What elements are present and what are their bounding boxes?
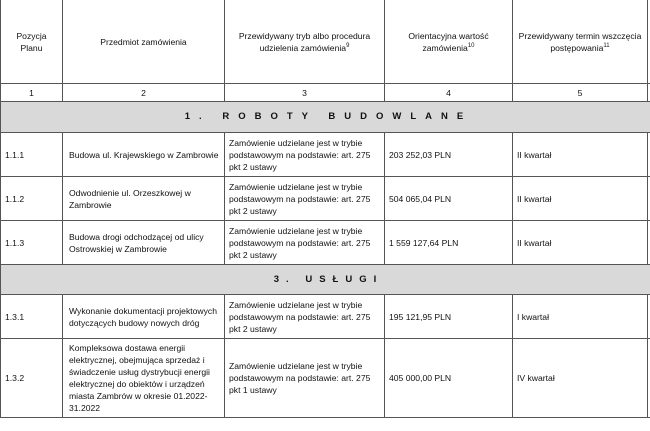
- cell-term: I kwartał: [513, 295, 648, 339]
- section-row: [1, 265, 650, 295]
- cell-term: IV kwartał: [513, 339, 648, 418]
- cell-mode: Zamówienie udzielane jest w trybie podstawowym na podstawie: art. 275 pkt 2 ustawy: [225, 221, 385, 265]
- column-number: 5: [513, 84, 648, 102]
- cell-value: 405 000,00 PLN: [385, 339, 513, 418]
- footnote-10: 10: [467, 42, 475, 49]
- column-number-row: [1, 84, 650, 102]
- cell-position: 1.3.2: [1, 339, 63, 418]
- column-number: 2: [63, 84, 225, 102]
- cell-value: 195 121,95 PLN: [385, 295, 513, 339]
- cell-value: 203 252,03 PLN: [385, 133, 513, 177]
- cell-position: 1.3.1: [1, 295, 63, 339]
- table-row: [1, 177, 650, 221]
- header-subject: Przedmiot zamówienia: [63, 0, 225, 84]
- header-mode: Przewidywany tryb albo procedura udzielenia zamówienia$^9$: [225, 0, 385, 84]
- cell-mode: Zamówienie udzielane jest w trybie podstawowym na podstawie: art. 275 pkt 2 ustawy: [225, 295, 385, 339]
- cell-position: 1.1.3: [1, 221, 63, 265]
- cell-subject: Wykonanie dokumentacji projektowych dotyczących budowy nowych dróg: [63, 295, 225, 339]
- section-title: 1. ROBOTY BUDOWLANE: [1, 102, 650, 133]
- cell-value: 1 559 127,64 PLN: [385, 221, 513, 265]
- table-row: [1, 339, 650, 418]
- cell-term: II kwartał: [513, 221, 648, 265]
- footnote-11: 11: [603, 42, 610, 49]
- footnote-9: 9: [346, 42, 350, 49]
- cell-subject: Budowa drogi odchodzącej od ulicy Ostrowskiej w Zambrowie: [63, 221, 225, 265]
- cell-mode: Zamówienie udzielane jest w trybie podstawowym na podstawie: art. 275 pkt 2 ustawy: [225, 133, 385, 177]
- header-term: Przewidywany termin wszczęcia postępowania$^{11}$: [513, 0, 648, 84]
- cell-term: II kwartał: [513, 133, 648, 177]
- header-row: [1, 0, 650, 84]
- cell-subject: Budowa ul. Krajewskiego w Zambrowie: [63, 133, 225, 177]
- cell-term: II kwartał: [513, 177, 648, 221]
- table-row: [1, 133, 650, 177]
- column-number: 4: [385, 84, 513, 102]
- header-position: Pozycja Planu: [1, 0, 63, 84]
- cell-value: 504 065,04 PLN: [385, 177, 513, 221]
- table-row: [1, 221, 650, 265]
- header-value: Orientacyjna wartość zamówienia$^{10}$: [385, 0, 513, 84]
- cell-subject: Odwodnienie ul. Orzeszkowej w Zambrowie: [63, 177, 225, 221]
- cell-mode: Zamówienie udzielane jest w trybie podstawowym na podstawie: art. 275 pkt 1 ustawy: [225, 339, 385, 418]
- cell-position: 1.1.2: [1, 177, 63, 221]
- column-number: 3: [225, 84, 385, 102]
- section-row: [1, 102, 650, 133]
- table-row: [1, 295, 650, 339]
- section-title: 3. USŁUGI: [1, 265, 650, 295]
- column-number: 1: [1, 84, 63, 102]
- cell-position: 1.1.1: [1, 133, 63, 177]
- cell-mode: Zamówienie udzielane jest w trybie podstawowym na podstawie: art. 275 pkt 2 ustawy: [225, 177, 385, 221]
- cell-subject: Kompleksowa dostawa energii elektrycznej, obejmująca sprzedaż i świadczenie usług dystrybucji energii elektrycznej do obiektów i urządzeń miasta Zambrów w okresie 01.2022-31.2022: [63, 339, 225, 418]
